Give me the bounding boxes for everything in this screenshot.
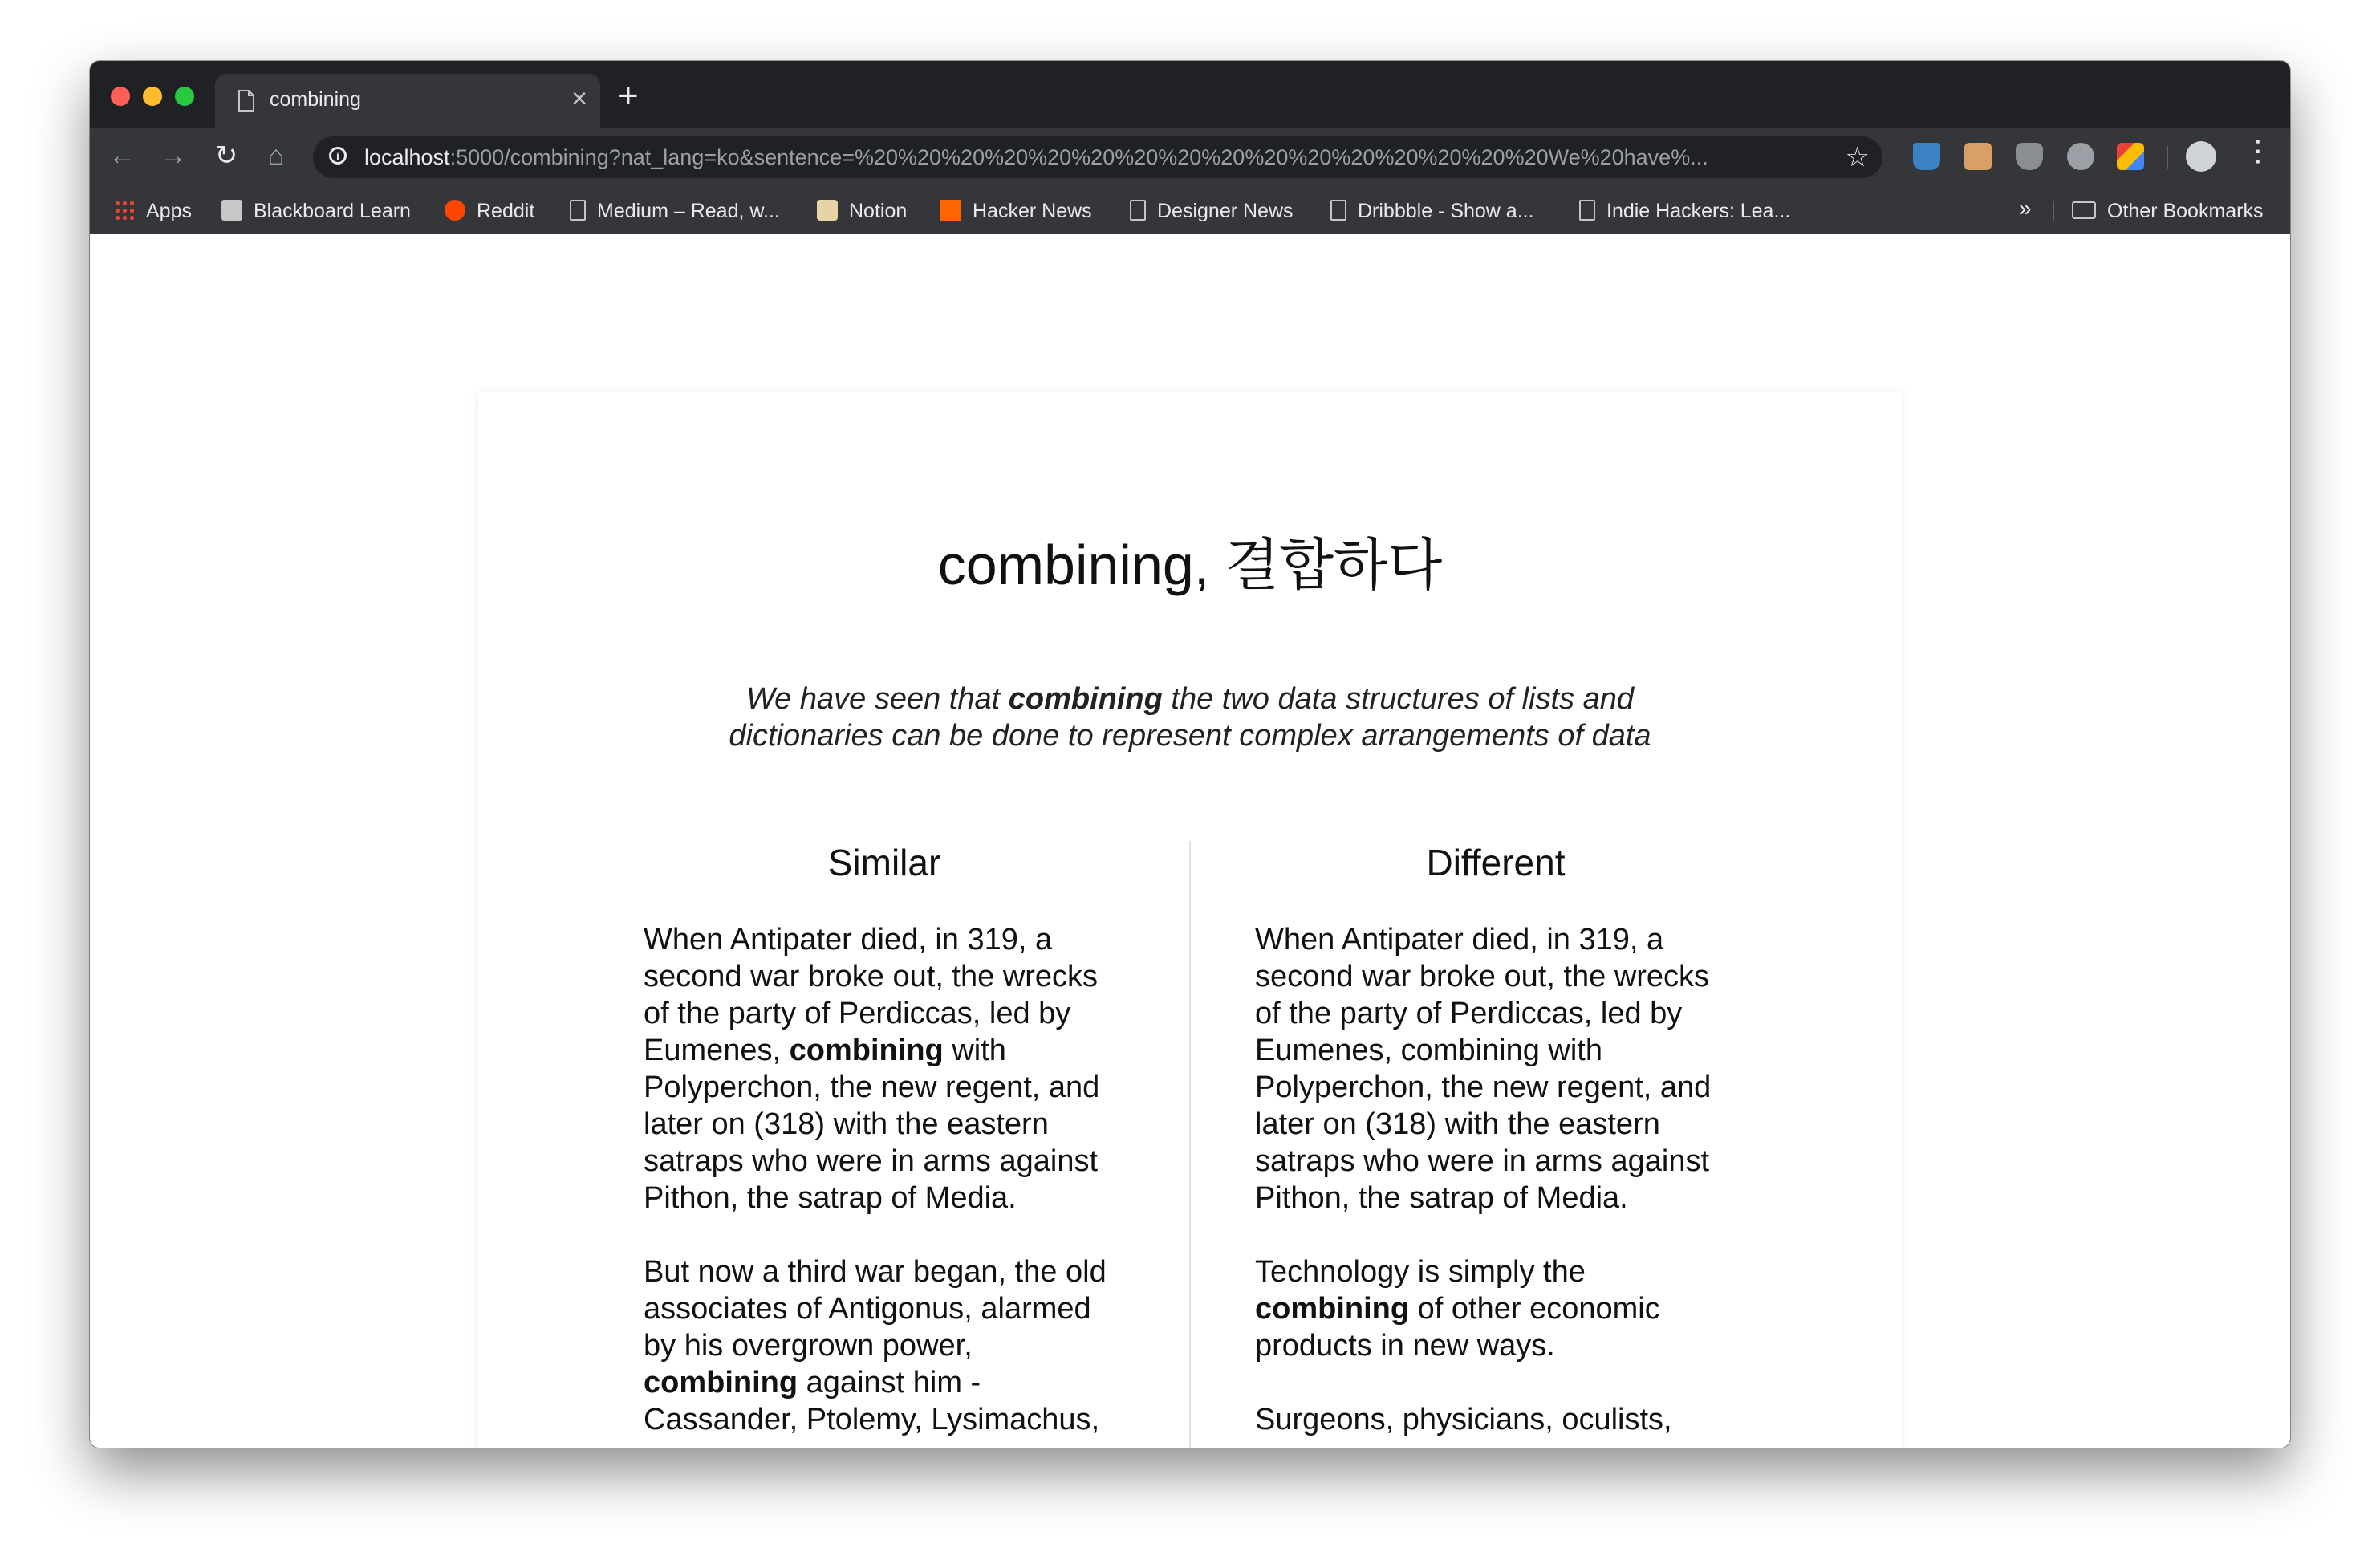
bookmark-label: Notion (849, 200, 908, 222)
close-icon[interactable]: × (571, 83, 587, 114)
bookmark-label: Apps (146, 200, 192, 222)
highlighted-word: combining (789, 1034, 944, 1067)
example-text: with Polyperchon, the new regent, and later on (318) with the eastern satraps who were in arms against Pithon, the satrap of Media. (644, 1034, 1100, 1215)
bookmark-label: Dribbble - Show a... (1358, 200, 1534, 222)
tab-combining[interactable] (215, 74, 600, 128)
window-maximize-button[interactable] (175, 87, 194, 106)
similar-example (644, 921, 1125, 1217)
reload-icon[interactable]: ↻ (214, 140, 238, 171)
similar-heading: Similar (827, 842, 941, 884)
more-menu-icon[interactable]: ⋮ (2244, 134, 2272, 167)
bookmark-label: Other Bookmarks (2107, 200, 2264, 222)
notion-icon (817, 200, 838, 221)
sentence-text: the two data structures of lists and dictionaries can be done to represent complex arrangements of data (729, 682, 1651, 753)
highlighted-word: combining (1255, 1292, 1410, 1326)
bitwarden-extension-icon[interactable] (1913, 143, 1940, 170)
bookmark-hacker-news[interactable] (940, 197, 1092, 225)
extension-icon[interactable] (2067, 143, 2094, 170)
other-bookmarks[interactable] (2072, 197, 2264, 225)
word-card (478, 392, 1902, 1448)
toolbar (90, 128, 2290, 186)
example-sentence (687, 680, 1693, 754)
page-icon (1579, 200, 1595, 221)
forward-icon[interactable]: → (160, 140, 187, 171)
bookmark-label: Blackboard Learn (254, 200, 411, 222)
info-icon[interactable]: i (329, 147, 347, 165)
different-example (1255, 1253, 1736, 1364)
page-icon (1130, 200, 1146, 221)
example-text: When Antipater died, in 319, a second war broke out, the wrecks of the party of Perdiccas, led by Eumenes, combining with Polyperchon, the new regent, and later on (318) with the eastern satraps who were in arms against Pithon, the satrap of Media. (1255, 923, 1712, 1215)
page-title: combining, 결합하다 (937, 534, 1443, 596)
bookmark-star-icon[interactable]: ☆ (1845, 142, 1870, 173)
url-host: localhost (364, 145, 450, 169)
window-close-button[interactable] (111, 87, 130, 106)
extension-icon[interactable] (1964, 143, 1992, 170)
different-example (1255, 921, 1736, 1217)
bookmark-indie-hackers[interactable] (1579, 197, 1790, 225)
bookmark-label: Indie Hackers: Lea... (1606, 200, 1791, 222)
bookmark-reddit[interactable] (445, 197, 534, 225)
back-icon[interactable]: ← (108, 140, 136, 171)
url-text[interactable] (364, 145, 1801, 170)
bookmark-designer-news[interactable] (1130, 197, 1294, 225)
example-text: Surgeons, physicians, oculists, (1255, 1403, 1672, 1436)
bookmark-label: Designer News (1157, 200, 1294, 222)
sentence-text: We have seen that (745, 682, 1009, 716)
bookmark-notion[interactable] (817, 197, 907, 225)
blackboard-icon (221, 200, 242, 221)
extension-icon[interactable] (2117, 143, 2144, 170)
url-path: :5000/combining?nat_lang=ko&sentence=%20%20%20%20%20%20%20%20%20%20%20%20%20%20%20%20We%20have%... (449, 145, 1708, 169)
example-text: of other economic products in new ways. (1255, 1292, 1660, 1363)
bookmark-dribbble[interactable] (1330, 197, 1534, 225)
apps-icon (114, 200, 135, 221)
bookmark-apps[interactable] (114, 197, 192, 225)
column-divider (1189, 841, 1191, 1448)
page-icon (238, 90, 255, 112)
bookmark-label: Hacker News (973, 200, 1092, 222)
similar-column (644, 841, 1125, 1448)
bookmarks-divider (2053, 201, 2054, 221)
more-bookmarks-button[interactable]: » (2019, 196, 2032, 221)
page-viewport (90, 234, 2290, 1448)
window-minimize-button[interactable] (143, 87, 162, 106)
different-example (1255, 1401, 1736, 1438)
example-text: When Antipater died, in 319, a second war broke out, the wrecks of the party of Perdiccas, led by Eumenes, (644, 923, 1099, 1067)
reddit-icon (445, 200, 465, 221)
tab-title: combining (270, 88, 361, 111)
bookmarks-bar (90, 186, 2290, 234)
profile-avatar[interactable] (2186, 141, 2216, 172)
different-heading: Different (1426, 842, 1566, 884)
page-icon (570, 200, 586, 221)
bookmark-blackboard[interactable] (221, 197, 411, 225)
page-icon (1330, 200, 1346, 221)
bookmark-label: Medium – Read, w... (597, 200, 780, 222)
toolbar-divider (2167, 146, 2168, 169)
example-text: Technology is simply the (1255, 1255, 1586, 1289)
example-text: But now a third war began, the old associates of Antigonus, alarmed by his overgrown power, (644, 1255, 1107, 1363)
example-text: against him - Cassander, Ptolemy, Lysimachus, (644, 1366, 1100, 1436)
home-icon[interactable]: ⌂ (267, 140, 285, 171)
tab-strip (90, 61, 2290, 128)
bookmark-label: Reddit (477, 200, 535, 222)
new-tab-button[interactable]: + (618, 76, 639, 116)
highlighted-word: combining (644, 1366, 798, 1399)
bookmark-medium[interactable] (570, 197, 780, 225)
highlighted-word: combining (1008, 682, 1163, 716)
similar-example (644, 1253, 1125, 1438)
hacker-news-icon (940, 200, 961, 221)
browser-window (90, 61, 2290, 1448)
ublock-extension-icon[interactable] (2016, 143, 2043, 170)
different-column (1255, 841, 1736, 1448)
address-bar[interactable] (313, 136, 1882, 178)
folder-icon (2072, 201, 2096, 219)
